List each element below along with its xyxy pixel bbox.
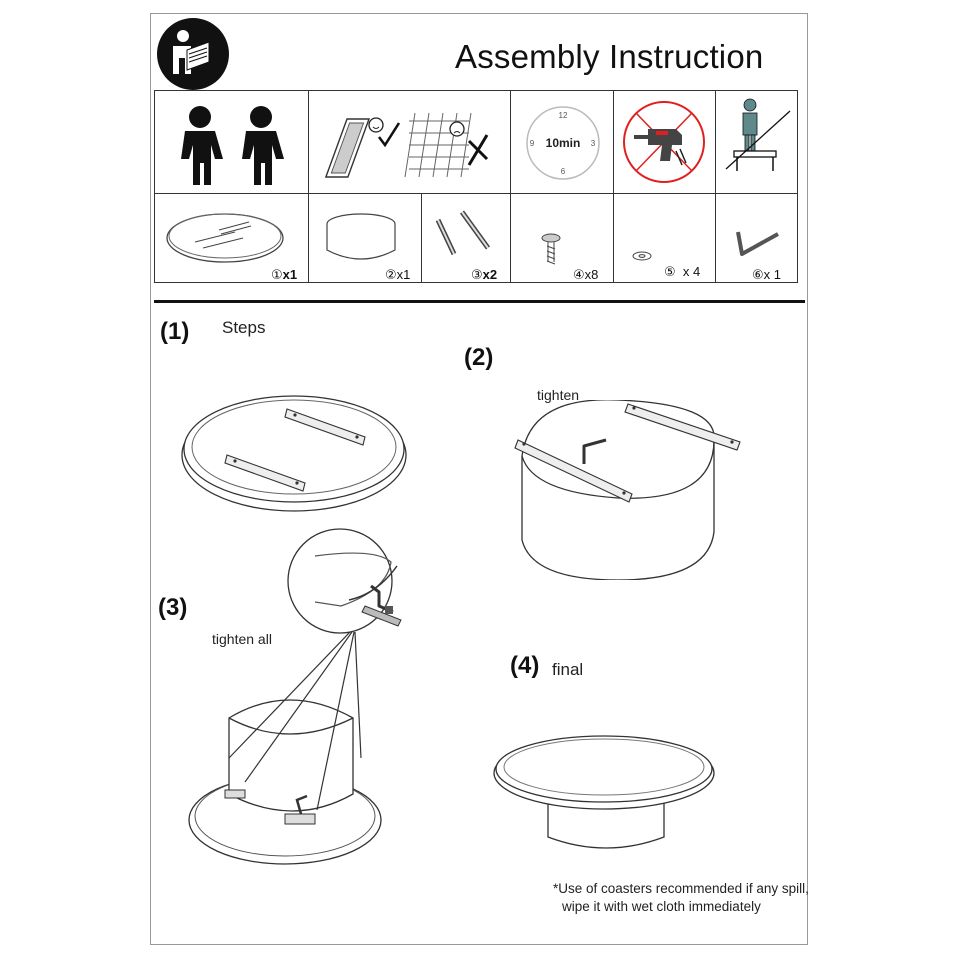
two-people-icon	[155, 91, 310, 195]
no-power-drill-icon	[614, 91, 717, 195]
step-3-illustration	[185, 528, 415, 878]
part-1-tabletop	[154, 193, 309, 283]
care-note	[553, 880, 809, 916]
step-4-illustration	[490, 725, 720, 855]
part-6-quantity: ⑥x 1	[752, 267, 781, 282]
tip-two-people	[154, 90, 309, 194]
assembly-time-label: 10min	[545, 136, 581, 150]
protect-surface-icon	[309, 91, 512, 195]
part-2-quantity: ②x1	[385, 267, 411, 282]
step-1-label: Steps	[222, 318, 266, 337]
step-2-label: tighten	[537, 387, 580, 403]
part-3-brackets	[421, 193, 511, 283]
care-note-line-2: wipe it with wet cloth immediately	[562, 899, 761, 914]
part-5-washers	[613, 193, 716, 283]
part-3-quantity: ③x2	[471, 267, 498, 282]
step-3-number: (3)	[158, 594, 188, 621]
part-6-allen-key	[715, 193, 798, 283]
step-1-number: (1)	[160, 318, 190, 345]
clock-number-12: 12	[558, 111, 568, 120]
step-3-label: tighten all	[212, 631, 272, 647]
clock-number-9: 9	[529, 139, 535, 148]
tip-no-standing	[715, 90, 798, 194]
clock-number-6: 6	[560, 167, 566, 176]
section-divider	[154, 300, 805, 303]
care-note-line-1: *Use of coasters recommended if any spill,	[553, 881, 809, 896]
part-4-screws	[510, 193, 614, 283]
step-2-illustration	[510, 400, 760, 580]
step-4-number: (4)	[510, 652, 540, 679]
read-manual-icon	[155, 16, 231, 92]
bracket-part-icon	[422, 194, 512, 284]
step-4-label: final	[552, 660, 584, 679]
part-4-quantity: ④x8	[573, 267, 599, 282]
step-1-illustration	[175, 385, 415, 530]
tip-assembly-time	[510, 90, 614, 194]
no-standing-on-table-icon	[716, 91, 799, 195]
page-title: Assembly Instruction	[455, 38, 764, 75]
detail-callout	[288, 529, 401, 633]
step-2-number: (2)	[464, 344, 494, 371]
part-5-quantity: ⑤ x 4	[664, 264, 701, 279]
clock-number-3: 3	[590, 139, 596, 148]
tip-no-power-drill	[613, 90, 716, 194]
part-2-base	[308, 193, 422, 283]
clock-icon	[511, 91, 615, 195]
tip-protect-surface	[308, 90, 511, 194]
tips-and-parts-grid	[154, 90, 798, 283]
part-1-quantity: ①x1	[271, 267, 298, 282]
screw-part-icon	[511, 194, 615, 284]
